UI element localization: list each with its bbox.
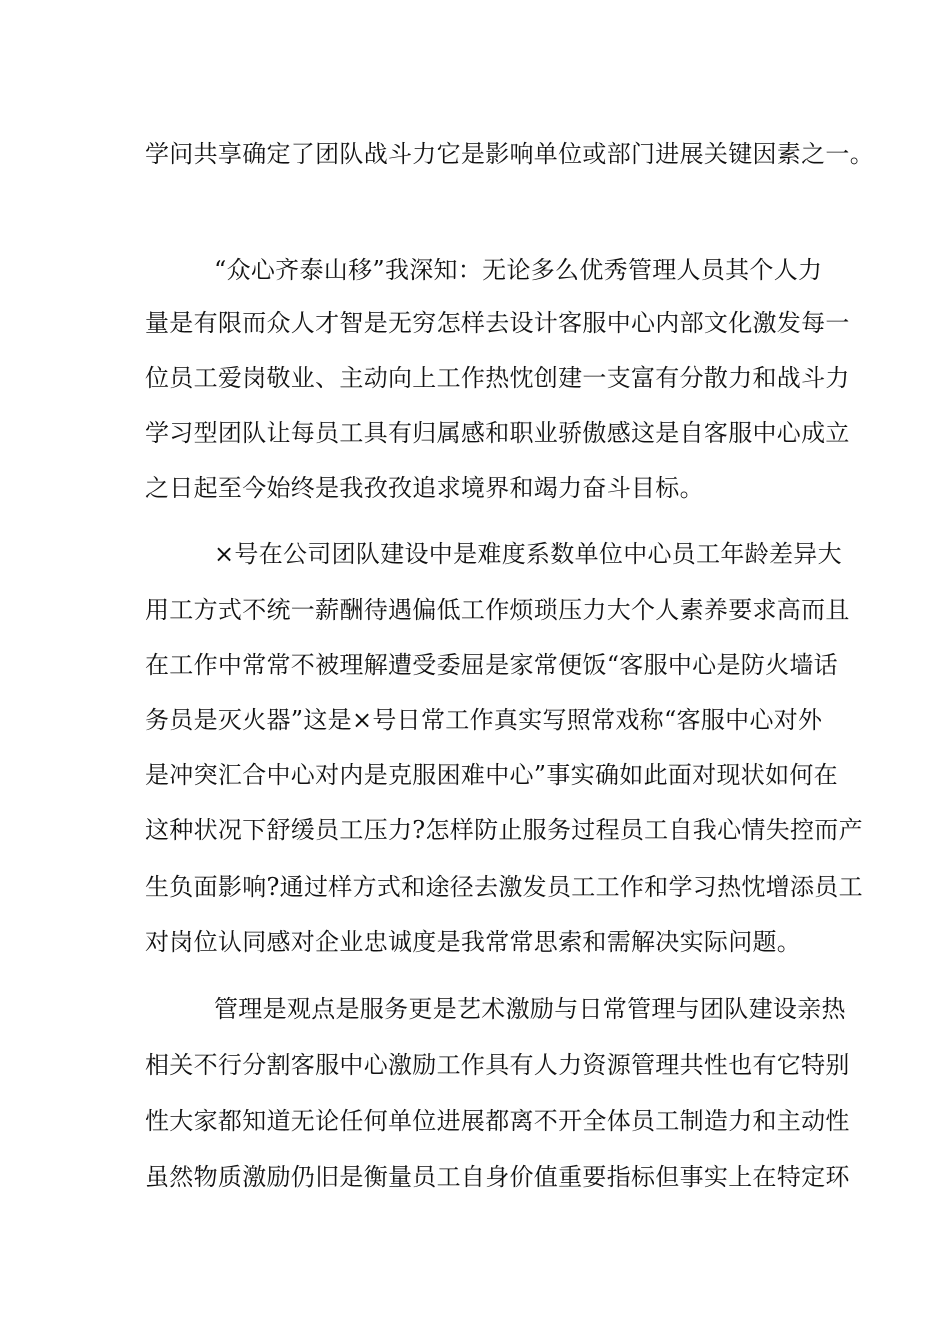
text-line: 位员工爱岗敬业、主动向上工作热忱创建一支富有分散力和战斗力: [145, 364, 850, 392]
text-line: 是冲突汇合中心对内是克服困难中心”事实确如此面对现状如何在: [145, 761, 838, 789]
paragraph-first-line: “众心齐泰山移”我深知：无论多么优秀管理人员其个人力: [214, 256, 823, 284]
text-line: 性大家都知道无论任何单位进展都离不开全体员工制造力和主动性: [145, 1107, 850, 1135]
text-line: 务员是灭火器”这是×号日常工作真实写照常戏称“客服中心对外: [145, 706, 823, 734]
paragraph-first-line: 管理是观点是服务更是艺术激励与日常管理与团队建设亲热: [214, 995, 846, 1023]
text-line: 之日起至今始终是我孜孜追求境界和竭力奋斗目标。: [145, 474, 704, 502]
text-line: 生负面影响?通过样方式和途径去激发员工工作和学习热忱增添员工: [145, 873, 863, 901]
text-line: 用工方式不统一薪酬待遇偏低工作烦琐压力大个人素养要求高而且: [145, 596, 850, 624]
text-line: 在工作中常常不被理解遭受委屈是家常便饭“客服中心是防火墙话: [145, 651, 838, 679]
paragraph-first-line: ×号在公司团队建设中是难度系数单位中心员工年龄差异大: [214, 540, 842, 568]
text-line: 量是有限而众人才智是无穷怎样去设计客服中心内部文化激发每一: [145, 309, 850, 337]
text-line: 学习型团队让每员工具有归属感和职业骄傲感这是自客服中心成立: [145, 419, 850, 447]
text-line: 学问共享确定了团队战斗力它是影响单位或部门进展关键因素之一。: [145, 140, 874, 168]
text-line: 相关不行分割客服中心激励工作具有人力资源管理共性也有它特别: [145, 1051, 850, 1079]
text-line: 虽然物质激励仍旧是衡量员工自身价值重要指标但事实上在特定环: [145, 1163, 850, 1191]
text-line: 这种状况下舒缓员工压力?怎样防止服务过程员工自我心情失控而产: [145, 816, 863, 844]
text-line: 对岗位认同感对企业忠诚度是我常常思索和需解决实际问题。: [145, 928, 802, 956]
